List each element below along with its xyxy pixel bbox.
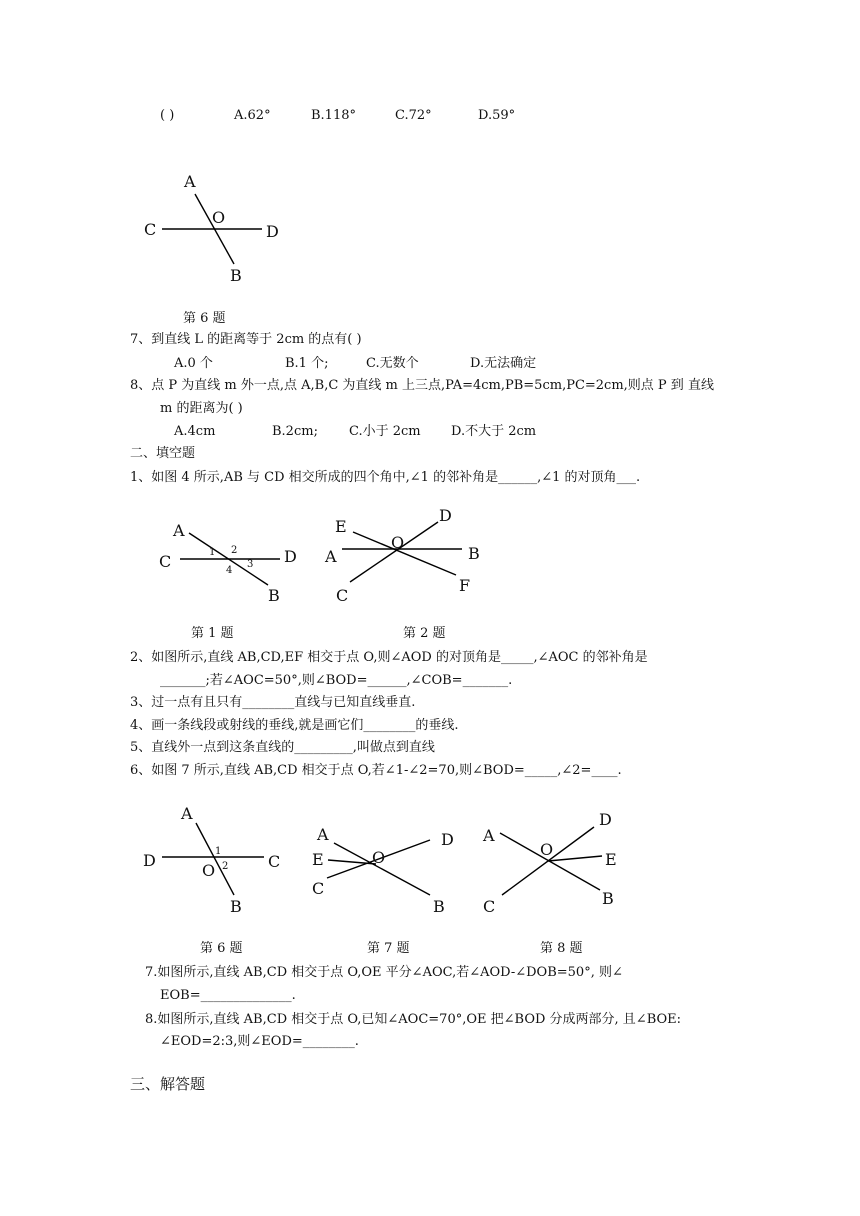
fig1-angle-2: 2 — [231, 545, 238, 556]
fill-q2-line2: _______;若∠AOC=50°,则∠BOD=______,∠COB=_______. — [160, 673, 513, 688]
fig8-label-d: D — [599, 810, 612, 829]
q8-option-b: B.2cm; — [272, 424, 318, 439]
fill-q7-line1: 7.如图所示,直线 AB,CD 相交于点 O,OE 平分∠AOC,若∠AOD-∠DOB=50°, 则∠ — [145, 965, 623, 980]
q8-stem-line2: m 的距离为( ) — [160, 401, 243, 416]
figure-2-caption: 第 2 题 — [403, 626, 446, 641]
q7-option-d: D.无法确定 — [470, 356, 537, 371]
fig6-label-b: B — [230, 897, 242, 916]
fig6-angle-2: 2 — [222, 861, 229, 872]
q6-option-c: C.72° — [395, 108, 432, 123]
fill-q6: 6、如图 7 所示,直线 AB,CD 相交于点 O,若∠1-∠2=70,则∠BOD=_____,∠2=____. — [130, 763, 622, 778]
section-2-title: 二、填空题 — [130, 446, 196, 461]
fig7-label-a: A — [317, 825, 329, 844]
fill-q3: 3、过一点有且只有________直线与已知直线垂直. — [130, 695, 416, 710]
fig7-label-c: C — [312, 879, 325, 898]
figure-8-caption: 第 8 题 — [540, 941, 583, 956]
fig2-label-a: A — [325, 547, 337, 566]
q8-option-d: D.不大于 2cm — [451, 424, 537, 439]
fig6-label-c: C — [268, 852, 281, 871]
fill-q5: 5、直线外一点到这条直线的_________,叫做点到直线 — [130, 740, 435, 755]
figure-1-caption: 第 1 题 — [191, 626, 234, 641]
q7-option-a: A.0 个 — [174, 356, 213, 371]
fig7-label-o: O — [372, 848, 386, 867]
q8-option-a: A.4cm — [174, 424, 216, 439]
q8-option-c: C.小于 2cm — [349, 424, 421, 439]
q7-option-c: C.无数个 — [366, 356, 419, 371]
fig1-label-b: B — [268, 586, 280, 605]
fig1-label-a: A — [173, 521, 185, 540]
q8-stem-line1: 8、点 P 为直线 m 外一点,点 A,B,C 为直线 m 上三点,PA=4cm,PB=5cm,PC=2cm,则点 P 到 直线 — [130, 378, 714, 393]
ray-oe — [548, 856, 602, 861]
fig8-label-o: O — [540, 840, 554, 859]
fig8-label-e: E — [605, 850, 617, 869]
fig1-angle-4: 4 — [226, 565, 233, 576]
label-c: C — [144, 220, 157, 239]
fill-q8-line1: 8.如图所示,直线 AB,CD 相交于点 O,已知∠AOC=70°,OE 把∠BOD 分成两部分, 且∠BOE: — [145, 1012, 682, 1027]
fig1-angle-3: 3 — [247, 559, 254, 570]
fig6-label-a: A — [181, 804, 193, 823]
figure-6-caption: 第 6 题 — [200, 941, 243, 956]
q6-option-d: D.59° — [478, 108, 516, 123]
fig2-label-c: C — [336, 586, 349, 605]
q6-option-a: A.62° — [234, 108, 271, 123]
fig2-label-f: F — [459, 576, 471, 595]
fig8-label-a: A — [483, 826, 495, 845]
fig1-label-c: C — [159, 552, 172, 571]
fig6-angle-1: 1 — [215, 846, 222, 857]
figure-q6-caption: 第 6 题 — [183, 311, 226, 326]
fig8-label-c: C — [483, 897, 496, 916]
fig2-label-o: O — [391, 533, 405, 552]
fill-q1: 1、如图 4 所示,AB 与 CD 相交所成的四个角中,∠1 的邻补角是______,∠1 的对顶角___. — [130, 470, 641, 485]
label-d: D — [266, 222, 279, 241]
fig6-label-d: D — [143, 851, 156, 870]
q7-option-b: B.1 个; — [285, 356, 329, 371]
q6-answer-paren: ( ) — [160, 108, 175, 123]
label-b: B — [230, 266, 242, 285]
fig1-label-d: D — [284, 547, 297, 566]
fig2-label-b: B — [468, 544, 480, 563]
fig2-label-e: E — [335, 517, 347, 536]
fill-q8-line2: ∠EOD=2:3,则∠EOD=________. — [160, 1034, 359, 1049]
fig7-label-b: B — [433, 897, 445, 916]
q7-stem: 7、到直线 L 的距离等于 2cm 的点有( ) — [130, 332, 362, 347]
fill-q4: 4、画一条线段或射线的垂线,就是画它们________的垂线. — [130, 718, 459, 733]
fig1-angle-1: 1 — [209, 547, 216, 558]
label-o: O — [212, 208, 226, 227]
fill-q2-line1: 2、如图所示,直线 AB,CD,EF 相交于点 O,则∠AOD 的对顶角是_____,∠AOC 的邻补角是 — [130, 650, 648, 665]
q6-option-b: B.118° — [311, 108, 356, 123]
label-a: A — [184, 172, 196, 191]
fig8-label-b: B — [602, 889, 614, 908]
fill-q7-line2: EOB=______________. — [160, 988, 296, 1003]
fig7-label-e: E — [312, 850, 324, 869]
figure-7-caption: 第 7 题 — [367, 941, 410, 956]
section-3-title: 三、解答题 — [130, 1075, 206, 1093]
fig2-label-d: D — [439, 506, 452, 525]
fig7-label-d: D — [441, 830, 454, 849]
fig6-label-o: O — [202, 861, 216, 880]
